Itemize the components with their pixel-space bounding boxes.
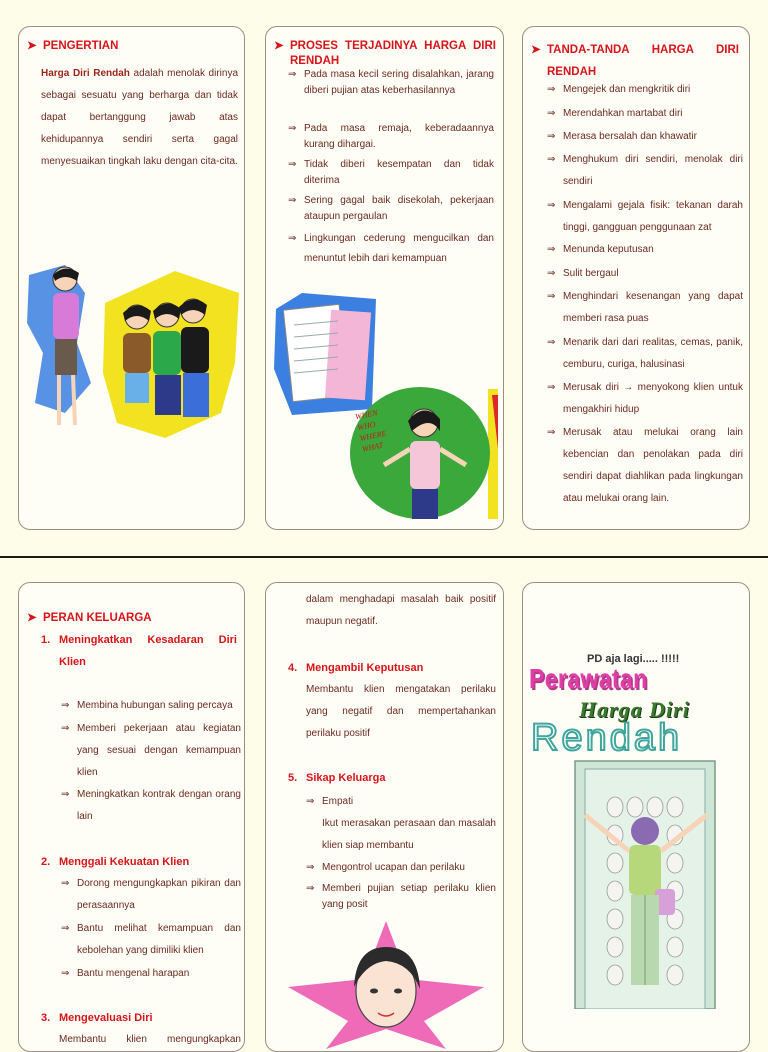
heading-pengertian	[27, 39, 232, 54]
list-item: ⇒ Mengontrol ucapan dan perilaku	[306, 857, 496, 879]
section-1-title: 1. Meningkatkan Kesadaran Diri Klien	[41, 634, 237, 668]
list-item: ⇒ Merusak diri → menyokong klien untuk mengakhiri hidup	[547, 377, 743, 421]
empathy-detail: Ikut merasakan perasaan dan masalah klien siap membantu	[322, 818, 496, 851]
panel-keluarga-lanjutan	[265, 582, 504, 1052]
arrow-icon: ⇒	[61, 878, 70, 889]
arrow-icon: ⇒	[547, 131, 556, 142]
list-item: ⇒ Bantu melihat kemampuan dan kebolehan yang dimiliki klien	[61, 918, 241, 962]
arrow-icon: ⇒	[306, 796, 315, 807]
heading-text: PENGERTIAN	[43, 40, 119, 52]
arrow-icon: ⇒	[547, 154, 556, 165]
arrow-icon: ⇒	[306, 862, 315, 873]
arrow-icon: ⇒	[547, 84, 556, 95]
arrow-icon: ⇒	[61, 968, 70, 979]
arrow-icon: ⇒	[61, 923, 70, 934]
list-item: ⇒ Membina hubungan saling percaya	[61, 695, 241, 717]
arrow-icon: ⇒	[288, 233, 297, 244]
continued-text: dalam menghadapi masalah baik positif maupun negatif.	[306, 594, 496, 627]
list-item: ⇒ Memberi pujian setiap perilaku klien yang posit	[306, 883, 496, 910]
heading-line2: RENDAH	[547, 66, 597, 78]
definition-term: Harga Diri Rendah	[41, 68, 130, 79]
list-item: ⇒ Memberi pekerjaan atau kegiatan yang sesuai dengan kemampuan klien	[61, 718, 241, 784]
definition-paragraph	[41, 63, 238, 173]
cover-title-2: Harga Diri	[579, 697, 690, 722]
arrow-icon: ⇒	[61, 723, 70, 734]
arrow-icon: ⇒	[306, 883, 315, 894]
list-item: ⇒ Mengejek dan mengkritik diri	[547, 79, 743, 101]
list-item: ⇒ Merusak atau melukai orang lain kebencian dan penolakan pada diri sendiri dapat diahlikan pada lingkungan atau melukai orang lain.	[547, 422, 743, 510]
heading-peran	[27, 611, 232, 626]
panel-peran-keluarga	[18, 582, 245, 1052]
chevron-icon: ➤	[531, 44, 541, 56]
arrow-icon: ⇒	[288, 159, 297, 170]
list-item: ⇒ Pada masa remaja, keberadaannya kurang dihargai.	[288, 123, 494, 150]
arrow-icon: ⇒	[547, 244, 556, 255]
heading-line1: PROSES TERJADINYA HARGA DIRI	[290, 40, 496, 52]
section-3-title: 3. Mengevaluasi Diri	[41, 1012, 153, 1024]
page-divider	[0, 556, 768, 558]
arrow-icon: ⇒	[288, 69, 297, 80]
cover-title-1: Perawatan	[529, 663, 648, 694]
list-item: ⇒ Lingkungan cederung mengucilkan dan menuntut lebih dari kemampuan	[288, 229, 494, 269]
arrow-icon: ⇒	[547, 291, 556, 302]
tagline: PD aja lagi..... !!!!!	[587, 653, 680, 665]
list-item: ⇒ Menghindari kesenangan yang dapat memberi rasa puas	[547, 286, 743, 330]
list-item: ⇒ Sering gagal baik disekolah, pekerjaan ataupun pergaulan	[288, 195, 494, 222]
panel-tanda-tanda	[522, 26, 750, 530]
section-3-text: Membantu klien mengungkapkan	[59, 1034, 241, 1045]
list-item: ⇒ Meningkatkan kontrak dengan orang lain	[61, 784, 241, 828]
teens-illustration	[25, 263, 240, 438]
arrow-icon: ⇒	[547, 268, 556, 279]
smiling-girl-illustration	[286, 917, 486, 1049]
list-item: ⇒ Merendahkan martabat diri	[547, 103, 743, 125]
section-2-title: 2. Menggali Kekuatan Klien	[41, 856, 190, 868]
arrow-icon: ⇒	[547, 200, 556, 211]
list-item: ⇒ Bantu mengenal harapan	[61, 963, 241, 985]
list-item: ⇒ Empati	[306, 791, 496, 813]
heading-text: PERAN KELUARGA	[43, 612, 152, 624]
list-item: ⇒ Mengalami gejala fisik: tekanan darah tinggi, gangguan penggunaan zat	[547, 195, 743, 239]
list-item: ⇒ Dorong mengungkapkan pikiran dan perasaannya	[61, 873, 241, 917]
arrow-icon: ⇒	[61, 700, 70, 711]
brochure-outside-sheet	[0, 562, 768, 1045]
arrow-icon: ⇒	[288, 123, 297, 134]
arrow-icon: ⇒	[61, 789, 70, 800]
list-item: ⇒ Sulit bergaul	[547, 263, 743, 285]
chevron-icon: ➤	[27, 40, 37, 52]
arrow-icon: ⇒	[547, 382, 556, 393]
heading-tanda	[531, 39, 739, 83]
list-item: ⇒ Menarik dari dari realitas, cemas, panik, cemburu, curiga, halusinasi	[547, 332, 743, 376]
question-word: WHAT	[361, 440, 385, 454]
section-5-title: 5. Sikap Keluarga	[288, 772, 386, 784]
heading-line1: TANDA-TANDA HARGA DIRI	[547, 44, 739, 56]
arrow-icon: ⇒	[547, 337, 556, 348]
panel-pengertian	[18, 26, 245, 530]
heading-line2: RENDAH	[290, 55, 340, 67]
list-item: ⇒ Menghukum diri sendiri, menolak diri sendiri	[547, 149, 743, 193]
list-item: ⇒ Pada masa kecil sering disalahkan, jarang diberi pujian atas keberhasilannya	[288, 69, 494, 96]
arrow-icon: ⇒	[288, 195, 297, 206]
panel-proses	[265, 26, 504, 530]
chevron-icon: ➤	[27, 612, 37, 624]
definition-body: adalah menolak dirinya sebagai sesuatu yang berharga dan tidak dapat bertanggung jawab atas kehidupannya sendiri serta gagal menyesuaikan tingkah laku dengan cita-cita.	[41, 68, 239, 167]
panel-cover	[522, 582, 750, 1052]
mirror-room-illustration	[571, 759, 719, 1009]
arrow-icon: ⇒	[547, 427, 556, 438]
list-item: ⇒ Merasa bersalah dan khawatir	[547, 126, 743, 148]
chevron-icon: ➤	[274, 40, 284, 52]
question-word: WHO	[356, 419, 377, 433]
list-item: ⇒ Tidak diberi kesempatan dan tidak diterima	[288, 159, 494, 186]
cover-title-3: Rendah	[531, 717, 683, 759]
section-4-title: 4. Mengambil Keputusan	[288, 662, 424, 674]
question-word: WHERE	[358, 428, 388, 444]
question-word: WHEN	[354, 407, 379, 422]
section-4-text: Membantu klien mengatakan perilaku yang negatif dan mempertahankan perilaku positif	[306, 684, 496, 739]
list-item: ⇒ Menunda keputusan	[547, 239, 743, 261]
heading-proses	[274, 39, 496, 69]
arrow-icon: ⇒	[547, 108, 556, 119]
